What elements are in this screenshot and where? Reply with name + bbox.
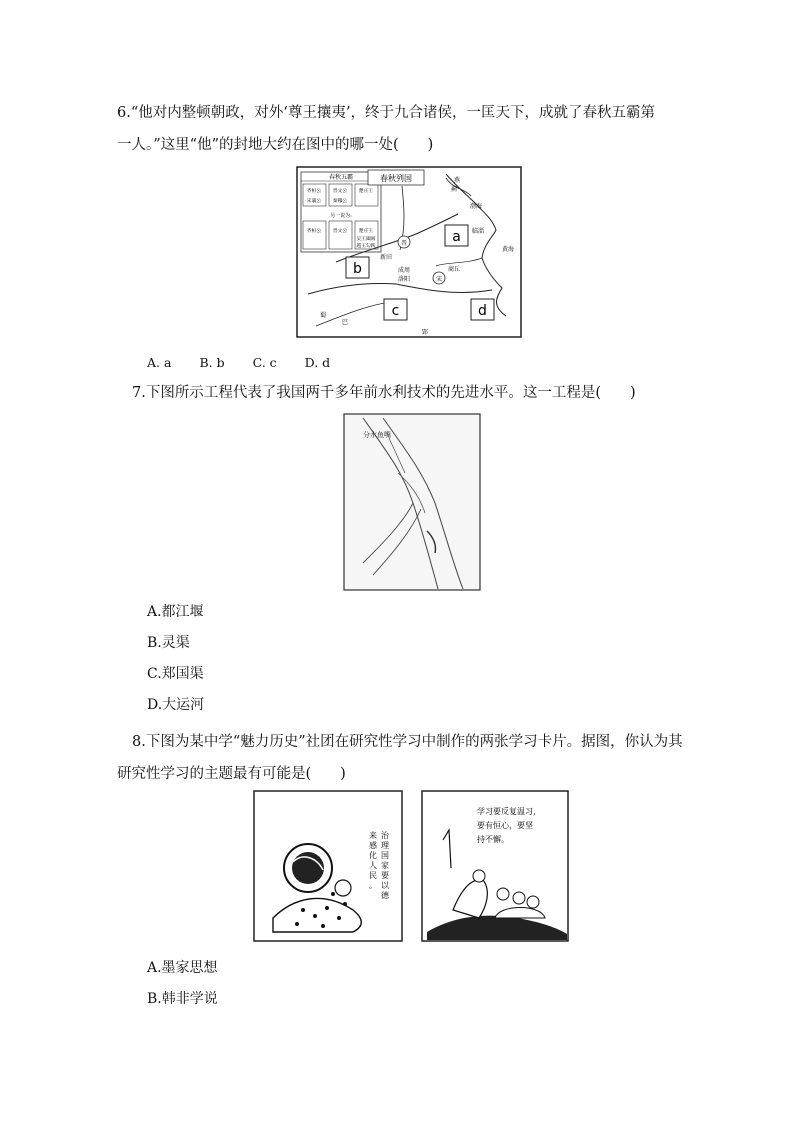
legend-r3-3: 楚庄王 xyxy=(358,229,374,234)
question-8 xyxy=(117,726,692,790)
place-song: 宋 xyxy=(435,276,443,283)
option-a[interactable]: A. a xyxy=(147,355,172,370)
card1-c3: 国 xyxy=(381,851,389,860)
question-6-line-1: 6.“他对内整顿朝政，对外‘尊王攘夷’，终于九合诸侯，一匡天下，成就了春秋五霸第 xyxy=(117,105,655,121)
box-a: a xyxy=(452,229,461,245)
place-huanghai: 黄海 xyxy=(502,246,515,253)
study-card-2 xyxy=(421,790,569,942)
legend-r3-2: 晋文公 xyxy=(332,229,348,234)
option-d[interactable]: D. d xyxy=(304,355,331,370)
place-jin: 晋 xyxy=(400,240,408,247)
option-a[interactable]: A.墨家思想 xyxy=(147,960,218,976)
place-linzi: 临淄 xyxy=(472,228,485,235)
legend-r4-1: 吴王阖闾 xyxy=(356,237,376,242)
place-xintian: 新田 xyxy=(380,254,393,261)
option-b[interactable]: B.韩非学说 xyxy=(147,991,218,1007)
question-7 xyxy=(132,377,692,409)
place-chengzhou: 成周 xyxy=(398,267,411,274)
legend-r3-1: 齐桓公 xyxy=(306,229,322,234)
card1-c5: 要 xyxy=(381,871,389,880)
place-shu: 蜀 xyxy=(320,312,327,319)
place-ji: 蓟 xyxy=(451,186,458,193)
card2-line2: 要有恒心，要坚 xyxy=(477,821,533,830)
card1-d2: 感 xyxy=(369,841,377,850)
legend-r2-2: 秦穆公 xyxy=(332,199,348,204)
dujiangyan-map xyxy=(343,413,481,591)
card1-d1: 来 xyxy=(369,831,377,840)
card2-line3: 持不懈。 xyxy=(477,835,509,844)
card1-d5: 民 xyxy=(369,871,377,880)
place-shangqiu: 商丘 xyxy=(448,266,461,273)
card1-c1: 治 xyxy=(381,831,389,840)
place-yan: 燕 xyxy=(454,177,461,184)
place-ying: 郢 xyxy=(422,329,429,336)
card1-c6: 以 xyxy=(381,881,389,890)
study-card-1 xyxy=(253,790,403,942)
question-6-options xyxy=(147,355,330,370)
place-ba: 巴 xyxy=(342,319,349,326)
legend-r1-3: 楚庄王 xyxy=(358,189,374,194)
legend-alt: 另一说为: xyxy=(330,213,352,219)
box-d: d xyxy=(478,303,487,319)
place-bohai: 渤海 xyxy=(470,203,483,210)
card1-c4: 家 xyxy=(381,861,389,870)
legend-r1-1: 齐桓公 xyxy=(306,189,322,194)
legend-r4-2: 越王勾践 xyxy=(356,244,376,249)
question-8-line-1: 8.下图为某中学“魅力历史”社团在研究性学习中制作的两张学习卡片。据图，你认为其 xyxy=(132,734,683,750)
spring-autumn-map xyxy=(296,166,522,338)
card1-d3: 化 xyxy=(369,851,377,860)
question-6 xyxy=(117,97,677,161)
option-b[interactable]: B. b xyxy=(199,355,225,370)
question-7-line-1: 7.下图所示工程代表了我国两千多年前水利技术的先进水平。这一工程是( ) xyxy=(132,385,636,401)
card1-c7: 德 xyxy=(381,891,389,900)
option-c[interactable]: C. c xyxy=(252,355,277,370)
card1-d4: 人 xyxy=(369,861,377,870)
legend-title: 春秋五霸 xyxy=(328,174,354,181)
map-title: 春秋列国 xyxy=(380,174,412,183)
box-c: c xyxy=(391,303,400,319)
legend-r2-1: 宋襄公 xyxy=(306,199,322,204)
question-8-line-2: 研究性学习的主题最有可能是( ) xyxy=(117,766,346,782)
option-b[interactable]: B.灵渠 xyxy=(147,635,190,651)
option-c[interactable]: C.郑国渠 xyxy=(147,666,204,682)
fish-mouth-label: 分水鱼嘴 xyxy=(363,431,391,439)
legend-r1-2: 晋文公 xyxy=(332,189,348,194)
place-luoyang: 洛阳 xyxy=(398,276,411,283)
card1-d6: 。 xyxy=(369,881,377,890)
option-d[interactable]: D.大运河 xyxy=(147,697,205,713)
question-6-line-2: 一人。”这里“他”的封地大约在图中的哪一处( ) xyxy=(117,137,434,153)
box-b: b xyxy=(353,261,362,277)
card2-line1: 学习要反复温习， xyxy=(477,807,541,816)
card1-c2: 理 xyxy=(381,841,389,850)
option-a[interactable]: A.都江堰 xyxy=(147,604,204,620)
